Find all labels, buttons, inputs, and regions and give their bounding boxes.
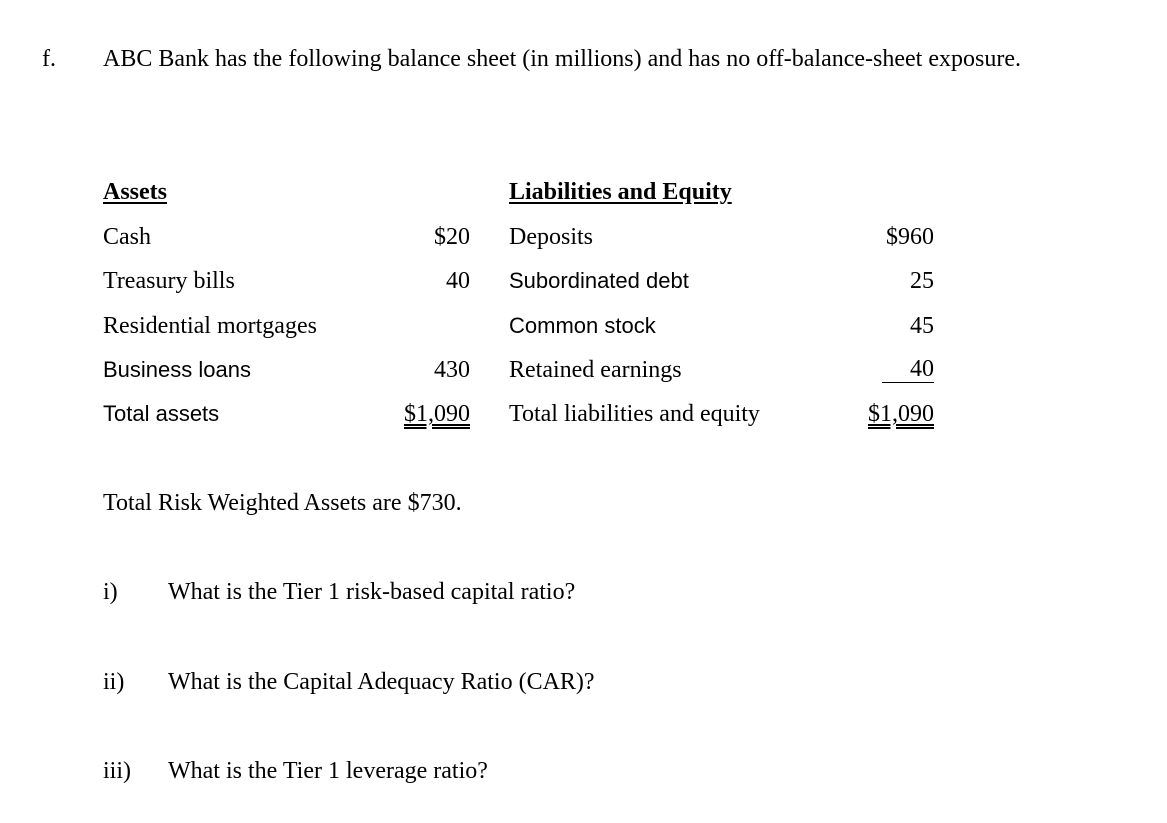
- question-number: iii): [103, 758, 131, 784]
- equity-value-common-stock: 45: [910, 313, 934, 339]
- asset-label-residential-mortgages: Residential mortgages: [103, 313, 317, 339]
- liability-label-subordinated-debt: Subordinated debt: [509, 268, 689, 293]
- asset-value-business-loans: 430: [434, 357, 470, 383]
- question-text: What is the Tier 1 leverage ratio?: [168, 758, 488, 784]
- asset-label-treasury-bills: Treasury bills: [103, 268, 235, 294]
- asset-value-total-assets: $1,090: [404, 401, 470, 427]
- asset-label-business-loans: Business loans: [103, 357, 251, 382]
- liability-value-subordinated-debt: 25: [910, 268, 934, 294]
- problem-statement: ABC Bank has the following balance sheet (in millions) and has no off-balance-sheet exposure.: [103, 46, 1021, 72]
- liability-value-total-liabilities-equity: $1,090: [868, 401, 934, 427]
- equity-label-retained-earnings: Retained earnings: [509, 357, 682, 383]
- assets-header: Assets: [103, 179, 167, 205]
- liability-value-deposits: $960: [886, 224, 934, 250]
- equity-label-common-stock: Common stock: [509, 313, 656, 338]
- liability-label-deposits: Deposits: [509, 224, 593, 250]
- question-number: i): [103, 579, 118, 605]
- question-text: What is the Capital Adequacy Ratio (CAR)?: [168, 669, 595, 695]
- rwa-note: Total Risk Weighted Assets are $730.: [103, 490, 462, 516]
- liabilities-header: Liabilities and Equity: [509, 179, 732, 205]
- equity-value-retained-earnings: 40: [882, 356, 934, 383]
- asset-value-cash: $20: [434, 224, 470, 250]
- asset-value-treasury-bills: 40: [446, 268, 470, 294]
- asset-label-total-assets: Total assets: [103, 401, 220, 426]
- problem-label: f.: [42, 46, 56, 72]
- asset-label-cash: Cash: [103, 224, 151, 250]
- liability-label-total-liabilities-equity: Total liabilities and equity: [509, 401, 760, 427]
- question-text: What is the Tier 1 risk-based capital ratio?: [168, 579, 576, 605]
- question-number: ii): [103, 669, 125, 695]
